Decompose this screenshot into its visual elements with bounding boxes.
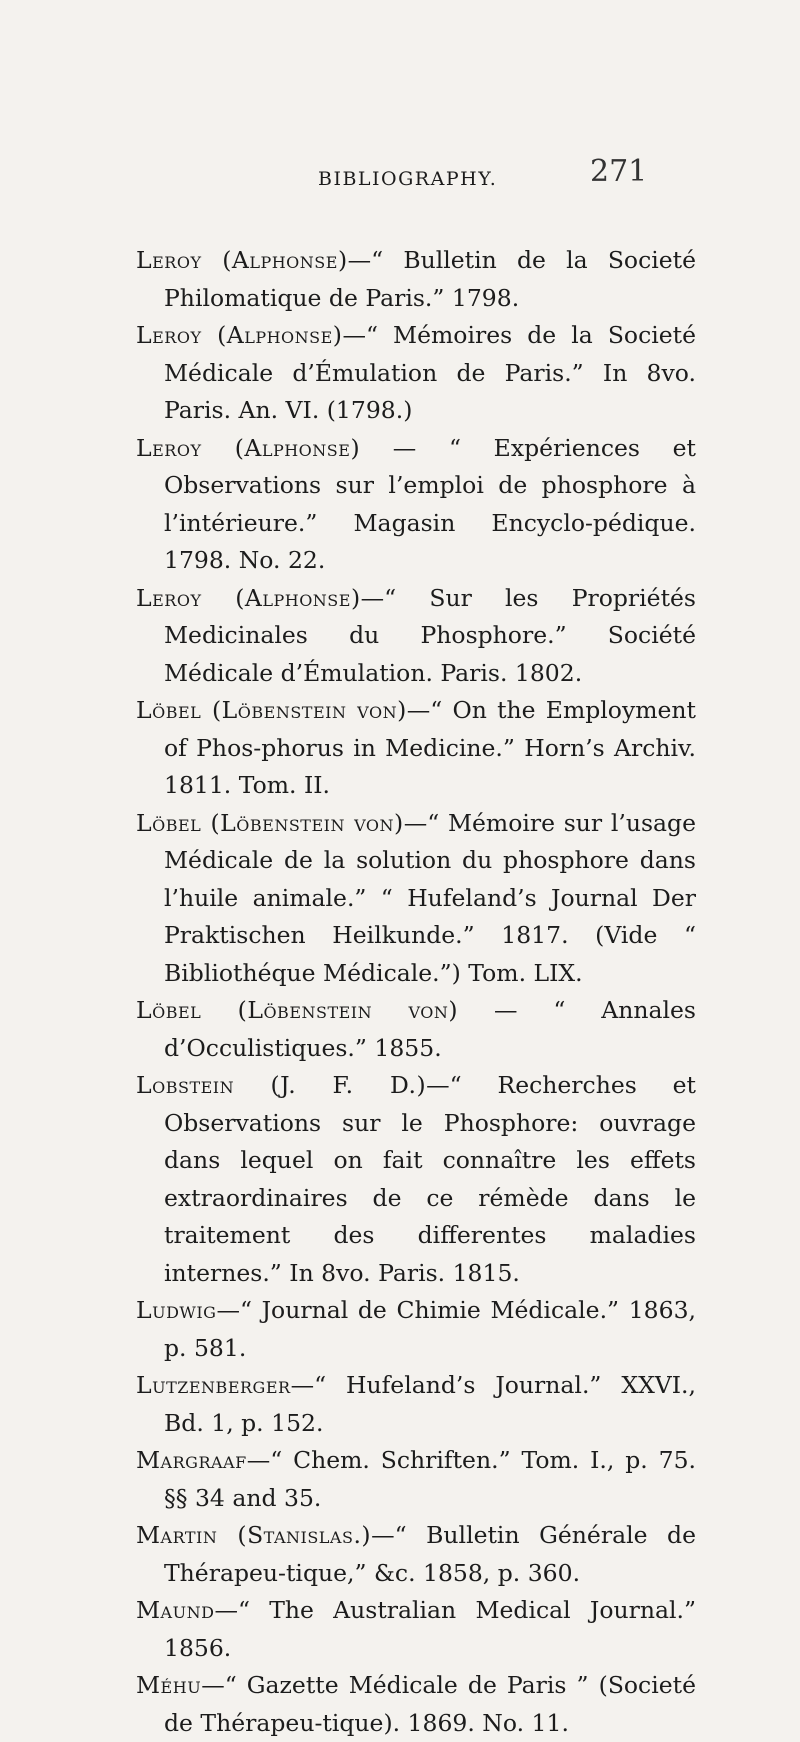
entry-text: —“ On the Employment of Phos-phorus in Medicine.” Horn’s Archiv. 1811. Tom. II. xyxy=(164,696,696,799)
bibliography-entry xyxy=(136,1442,696,1517)
entry-author: Leroy (Alphonse) xyxy=(136,583,361,612)
entry-text: —“ Chem. Schriften.” Tom. I., p. 75. §§ 34 and 35. xyxy=(164,1446,696,1512)
entry-text: —“ Bulletin de la Societé Philomatique de Paris.” 1798. xyxy=(164,246,697,312)
entry-author: Maund xyxy=(136,1596,215,1624)
entry-author: Löbel (Löbenstein von) xyxy=(136,808,404,837)
entry-author: Lobstein (J. F. D.) xyxy=(136,1071,427,1099)
entry-author: Méhu xyxy=(136,1671,202,1699)
entry-text: —“ Journal de Chimie Médicale.” 1863, p. 581. xyxy=(164,1296,696,1362)
bibliography-entry xyxy=(136,1367,696,1442)
entry-author: Leroy (Alphonse) xyxy=(136,321,343,349)
entry-author: Lutzenberger xyxy=(136,1371,291,1399)
bibliography-entry xyxy=(136,242,696,317)
entry-text: — “ Annales d’Occulistiques.” 1855. xyxy=(164,996,696,1062)
page-number: 271 xyxy=(590,154,648,189)
entry-text: —“ The Australian Medical Journal.” 1856. xyxy=(164,1596,696,1662)
bibliography-entry xyxy=(136,805,696,993)
bibliography-entry xyxy=(136,430,696,580)
bibliography-entry xyxy=(136,580,696,693)
bibliography-entry xyxy=(136,1667,696,1742)
bibliography-entry xyxy=(136,992,696,1067)
bibliography-entry xyxy=(136,317,696,430)
entry-text: —“ Mémoires de la Societé Médicale d’Émulation de Paris.” In 8vo. Paris. An. VI. (1798.) xyxy=(164,321,697,424)
entry-author: Löbel (Löbenstein von) xyxy=(136,996,459,1024)
entry-author: Löbel (Löbenstein von) xyxy=(136,696,407,724)
entry-text: —“ Recherches et Observations sur le Phosphore: ouvrage dans lequel on fait connaître les effets extraordinaires de ce rémède dans le traitement des differentes maladies internes.” In 8vo. Paris. 1815. xyxy=(164,1071,696,1287)
entry-author: Ludwig xyxy=(136,1296,217,1324)
entry-text: —“ Bulletin Générale de Thérapeu-tique,” &c. 1858, p. 360. xyxy=(164,1521,696,1587)
bibliography-entry xyxy=(136,692,696,805)
entry-author: Leroy (Alphonse) xyxy=(136,246,348,274)
bibliography-entry xyxy=(136,1592,696,1667)
bibliography-entry xyxy=(136,1517,696,1592)
running-head: BIBLIOGRAPHY. xyxy=(318,168,498,190)
bibliography-entry xyxy=(136,1067,696,1292)
entry-author: Margraaf xyxy=(136,1446,247,1474)
entry-text: — “ Expériences et Observations sur l’emploi de phosphore à l’intérieure.” Magasin Encyclo-pédique. 1798. No. 22. xyxy=(164,433,696,574)
entry-author: Martin (Stanislas.) xyxy=(136,1521,372,1549)
entry-author: Leroy (Alphonse) xyxy=(136,433,361,462)
bibliography-list xyxy=(136,242,696,1742)
entry-text: —“ Hufeland’s Journal.” XXVI., Bd. 1, p. 152. xyxy=(164,1371,696,1437)
entry-text: —“ Sur les Propriétés Medicinales du Phosphore.” Société Médicale d’Émulation. Paris. 1802. xyxy=(164,583,696,687)
page-header xyxy=(0,150,800,210)
bibliography-entry xyxy=(136,1292,696,1367)
entry-text: —“ Gazette Médicale de Paris ” (Societé de Thérapeu-tique). 1869. No. 11. xyxy=(164,1671,696,1737)
entry-text: —“ Mémoire sur l’usage Médicale de la solution du phosphore dans l’huile animale.” “ Hufeland’s Journal Der Praktischen Heilkunde.” 1817. (Vide “ Bibliothéque Médicale.”) Tom. LIX. xyxy=(164,808,696,987)
